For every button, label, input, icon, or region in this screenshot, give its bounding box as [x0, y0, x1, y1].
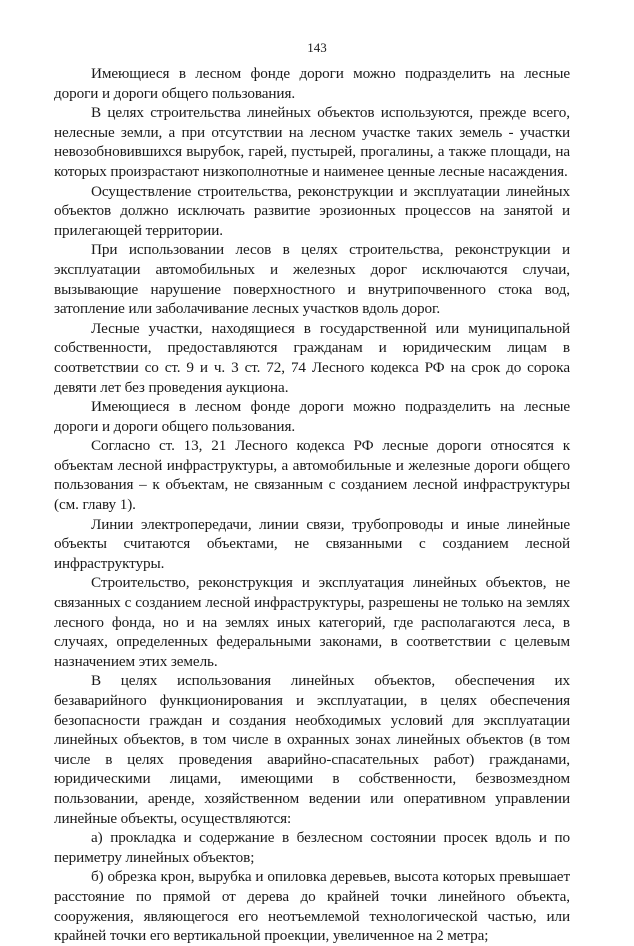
- page-number: 143: [307, 40, 327, 55]
- paragraph: Строительство, реконструкция и эксплуатация линейных объектов, не связанных с созданием лесной инфраструктуры, разрешены не только на землях лесного фонда, но и на землях иных категорий, где располагаются леса, в случаях, определенных федеральными законами, в соответствии с целевым назначением этих земель.: [54, 574, 570, 670]
- paragraph: Осуществление строительства, реконструкции и эксплуатации линейных объектов должно исключать развитие эрозионных процессов на занятой и прилегающей территории.: [54, 182, 570, 239]
- paragraph: Лесные участки, находящиеся в государственной или муниципальной собственности, предоставляются гражданам и юридическим лицам в соответствии со ст. 9 и ч. 3 ст. 72, 74 Лесного кодекса РФ на срок до сорока девяти лет без проведения аукциона.: [54, 319, 570, 396]
- paragraph: В целях использования линейных объектов, обеспечения их безаварийного функционирования и эксплуатации, в целях обеспечения безопасности граждан и создания необходимых условий для эксплуатации линейных объектов, в том числе в охранных зонах линейных объектов (в том числе в целях проведения аварийно-спасательных работ) гражданами, юридическими лицами, имеющими в собственности, безвозмездном пользовании, аренде, хозяйственном ведении или оперативном управлении линейные объекты, осуществляются:: [54, 672, 570, 827]
- list-item: а) прокладка и содержание в безлесном состоянии просек вдоль и по периметру линейных объектов;: [54, 829, 570, 866]
- paragraph: Линии электропередачи, линии связи, трубопроводы и иные линейные объекты считаются объектами, не связанными с созданием лесной инфраструктуры.: [54, 515, 570, 572]
- paragraph: В целях строительства линейных объектов используются, прежде всего, нелесные земли, а при отсутствии на лесном участке таких земель - участки невозобновившихся вырубок, гарей, пустырей, прогалины, а также площади, на которых произрастают низкополнотные и наименее ценные лесные насаждения.: [54, 104, 570, 180]
- paragraph: При использовании лесов в целях строительства, реконструкции и эксплуатации автомобильных и железных дорог исключаются случаи, вызывающие нарушение поверхностного и внутрипочвенного стока вод, затопление или заболачивание лесных участков вдоль дорог.: [54, 241, 570, 318]
- paragraph: Имеющиеся в лесном фонде дороги можно подразделить на лесные дороги и дороги общего пользования.: [54, 65, 570, 102]
- document-body: [54, 64, 570, 946]
- paragraph: Имеющиеся в лесном фонде дороги можно подразделить на лесные дороги и дороги общего пользования.: [54, 398, 570, 435]
- list-item: б) обрезка крон, вырубка и опиловка деревьев, высота которых превышает расстояние по прямой от дерева до крайней точки линейного объекта, сооружения, являющегося его неотъемлемой технологической частью, или крайней точки его вертикальной проекции, увеличенное на 2 метра;: [54, 868, 570, 945]
- paragraph: Согласно ст. 13, 21 Лесного кодекса РФ лесные дороги относятся к объектам лесной инфраструктуры, а автомобильные и железные дороги общего пользования – к объектам, не связанным с созданием лесной инфраструктуры (см. главу 1).: [54, 437, 570, 514]
